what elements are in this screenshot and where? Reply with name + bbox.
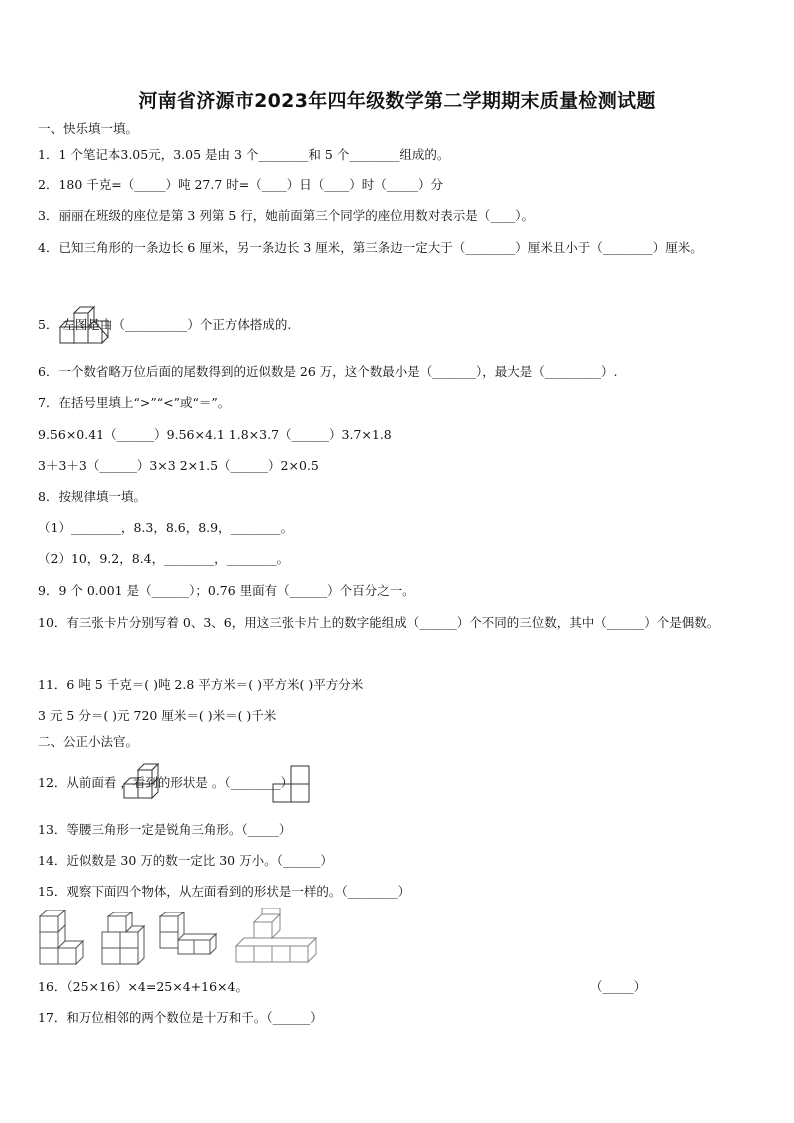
question-11: 11．6 吨 5 千克＝( )吨 2.8 平方米＝( )平方米( )平方分米	[38, 677, 364, 692]
question-5: 5． 左图是由（__________）个正方体搭成的.	[38, 317, 292, 332]
cube-object-4-q15	[234, 908, 320, 966]
question-8-part-1: （1）________，8.3，8.6，8.9，________。	[38, 520, 294, 535]
section-1-heading: 一、快乐填一填。	[38, 121, 139, 136]
question-16-answer-blank: （_____）	[590, 979, 647, 994]
page-title: 河南省济源市2023年四年级数学第二学期期末质量检测试题	[138, 90, 656, 112]
question-7: 7．在括号里填上“>”“<”或“＝”。	[38, 395, 231, 410]
question-10: 10．有三张卡片分别写着 0、3、6，用这三张卡片上的数字能组成（______）个不同的三位数，其中（______）个是偶数。	[38, 615, 720, 630]
question-17: 17．和万位相邻的两个数位是十万和千。（______）	[38, 1010, 323, 1025]
cube-object-3-q15	[158, 912, 218, 964]
cube-object-2-q15	[100, 912, 146, 966]
question-11-row-2: 3 元 5 分＝( )元 720 厘米＝( )米＝( )千米	[38, 708, 277, 723]
question-15: 15．观察下面四个物体，从左面看到的形状是一样的。（________）	[38, 884, 411, 899]
question-1: 1．1 个笔记本3.05元，3.05 是由 3 个________和 5 个________组成的。	[38, 147, 450, 162]
section-2-heading: 二、公正小法官。	[38, 734, 139, 749]
question-2: 2．180 千克=（_____）吨 27.7 时=（____）日（____）时（_____）分	[38, 177, 444, 192]
question-14: 14．近似数是 30 万的数一定比 30 万小。（______）	[38, 853, 333, 868]
cube-object-1-q15	[38, 910, 86, 966]
question-8: 8．按规律填一填。	[38, 489, 146, 504]
question-7-row-1: 9.56×0.41（______）9.56×4.1 1.8×3.7（______）3.7×1.8	[38, 427, 392, 442]
question-3: 3．丽丽在班级的座位是第 3 列第 5 行，她前面第三个同学的座位用数对表示是（____）。	[38, 208, 535, 223]
question-9: 9．9 个 0.001 是（______）；0.76 里面有（______）个百分之一。	[38, 583, 415, 598]
question-8-part-2: （2）10，9.2，8.4，________，________。	[38, 551, 290, 566]
question-7-row-2: 3＋3＋3（______）3×3 2×1.5（______）2×0.5	[38, 458, 319, 473]
question-6: 6．一个数省略万位后面的尾数得到的近似数是 26 万，这个数最小是（_______），最大是（_________）.	[38, 364, 618, 379]
question-12: 12．从前面看 ，看到的形状是 。（________）	[38, 775, 294, 790]
question-16: 16．（25×16）×4=25×4+16×4。	[38, 979, 248, 994]
question-13: 13．等腰三角形一定是锐角三角形。（_____）	[38, 822, 292, 837]
question-4: 4．已知三角形的一条边长 6 厘米，另一条边长 3 厘米，第三条边一定大于（________）厘米且小于（________）厘米。	[38, 240, 703, 255]
